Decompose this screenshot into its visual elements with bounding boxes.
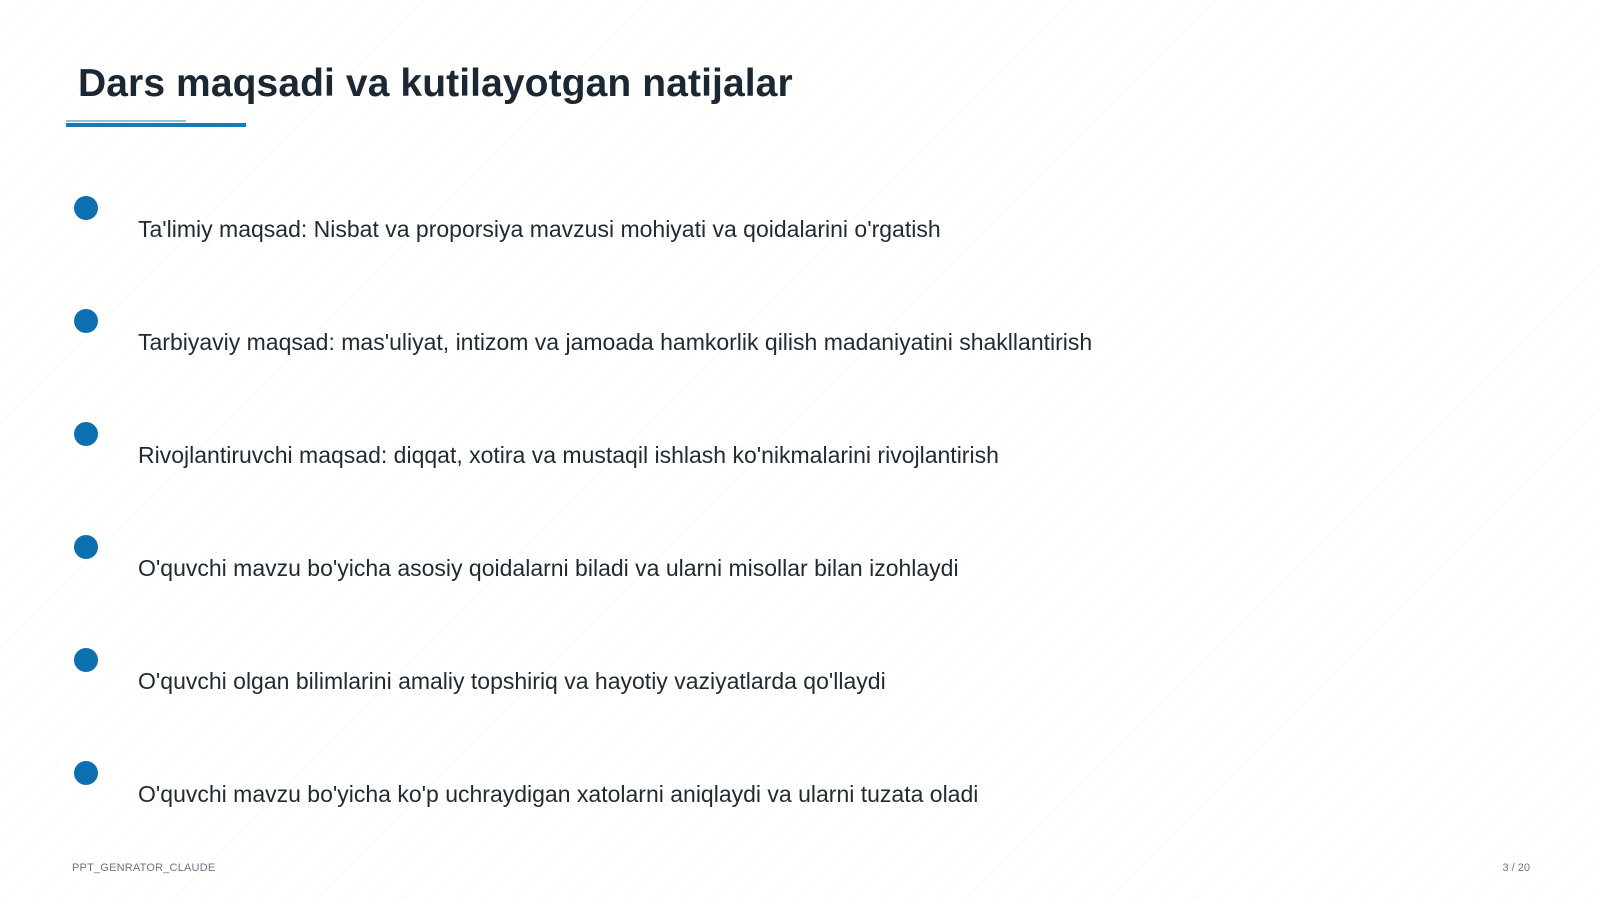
list-item [0,196,1600,256]
list-item [0,309,1600,369]
list-item-text: O'quvchi mavzu bo'yicha ko'p uchraydigan xatolarni aniqlaydi va ularni tuzata oladi [138,781,979,807]
list-item [0,535,1600,595]
list-item-text: Tarbiyaviy maqsad: mas'uliyat, intizom va jamoada hamkorlik qilish madaniyatini shakllantirish [138,329,1093,355]
bullet-dot-icon [74,648,98,672]
list-item-text: Rivojlantiruvchi maqsad: diqqat, xotira va mustaqil ishlash ko'nikmalarini rivojlantirish [138,442,999,468]
bullet-dot-icon [74,309,98,333]
footer-generator-label: PPT_GENRATOR_CLAUDE [72,862,216,874]
list-item-text: O'quvchi olgan bilimlarini amaliy topshiriq va hayotiy vaziyatlarda qo'llaydi [138,668,886,694]
list-item [0,761,1600,821]
bullet-dot-icon [74,535,98,559]
slide-title: Dars maqsadi va kutilayotgan natijalar [78,62,793,105]
page-number: 3 / 20 [1502,862,1530,874]
list-item-text: Ta'limiy maqsad: Nisbat va proporsiya mavzusi mohiyati va qoidalarini o'rgatish [138,216,941,242]
list-item [0,648,1600,708]
bullet-dot-icon [74,761,98,785]
list-item [0,422,1600,482]
bullet-dot-icon [74,422,98,446]
list-item-text: O'quvchi mavzu bo'yicha asosiy qoidalarni biladi va ularni misollar bilan izohlaydi [138,555,959,581]
bullet-dot-icon [74,196,98,220]
